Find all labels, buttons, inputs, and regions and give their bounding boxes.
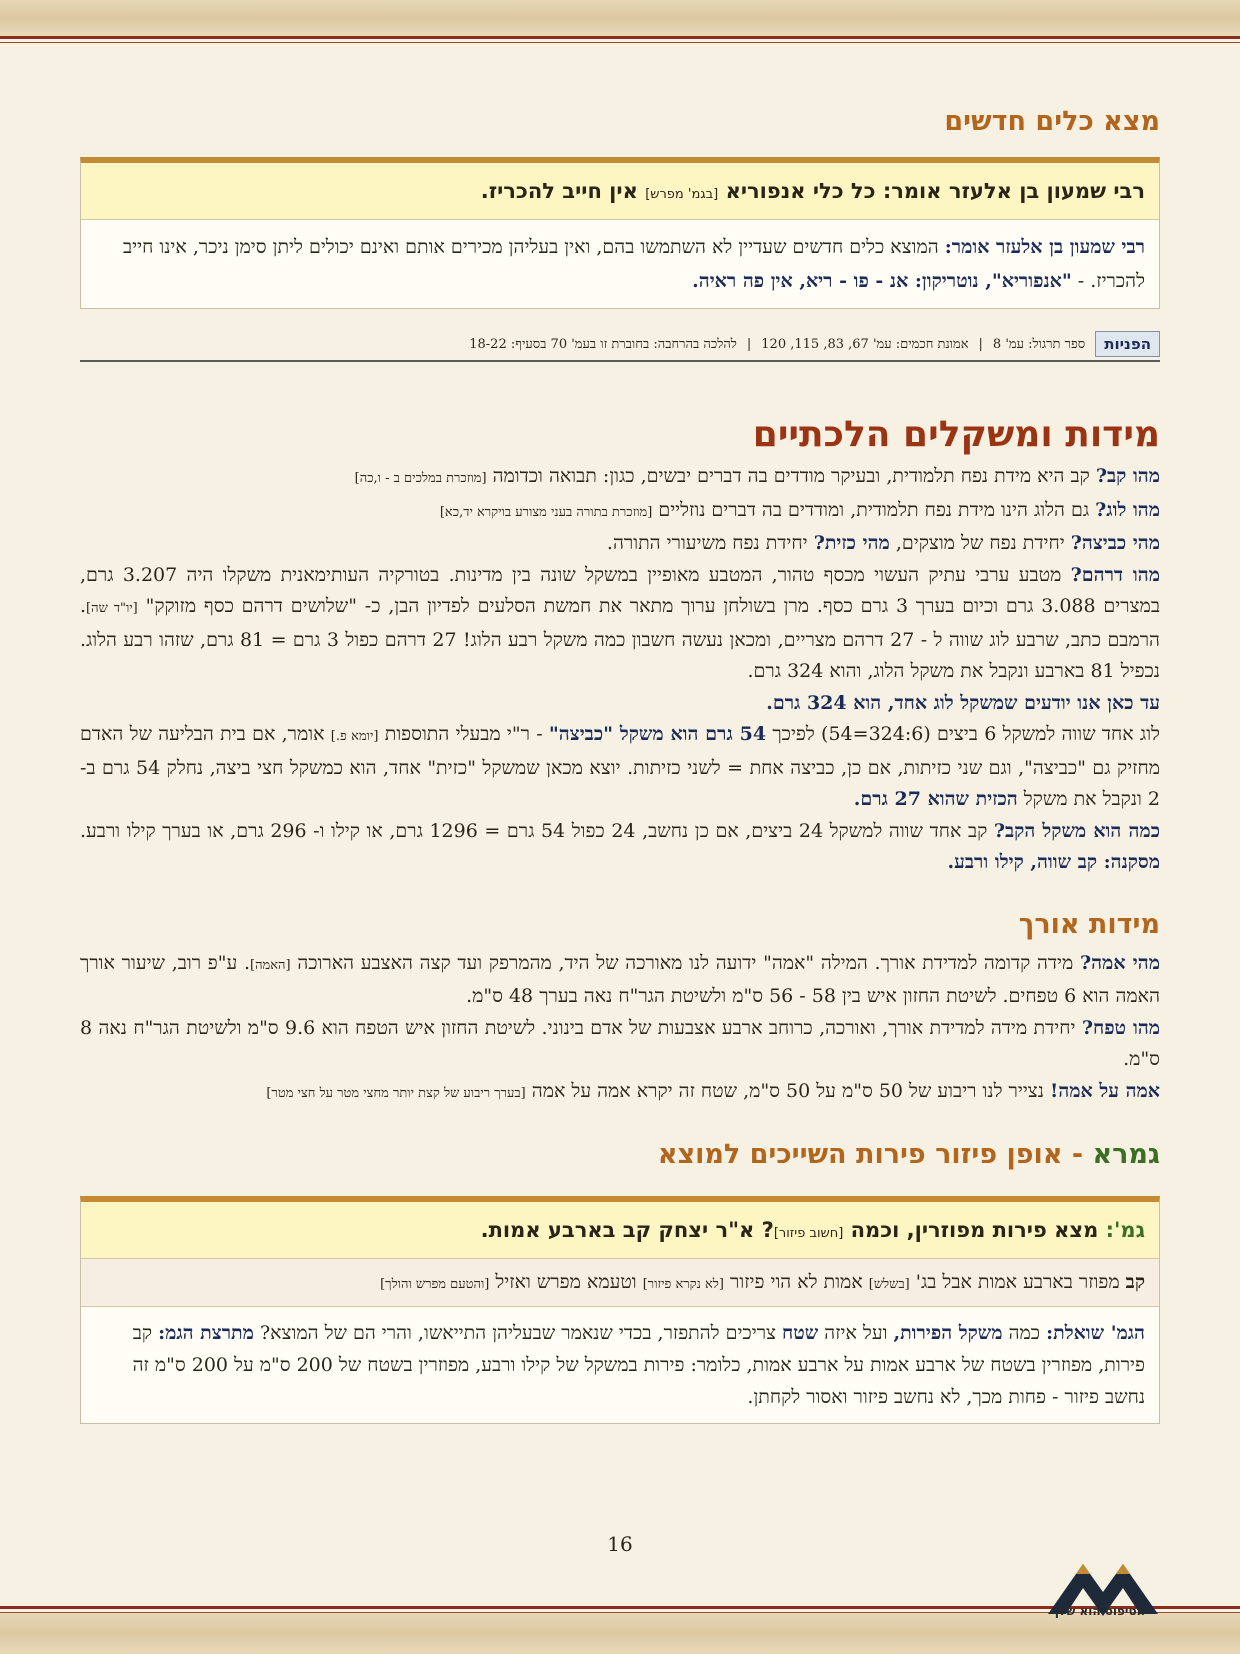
gemara-line bbox=[81, 1202, 1159, 1259]
ex-text-a: כמה bbox=[1008, 1322, 1041, 1344]
ama-text: מידה קדומה למדידת אורך. המילה "אמה" ידועה לנו מאורכה של היד, מהמרפק ועד קצה האצבע הארוכה bbox=[297, 951, 1074, 974]
dirham-text: מטבע ערבי עתיק העשוי מכסף טהור, המטבע מאופיין במשקל שונה בין מדינות. בטורקיה העותימאנית משקלו היה 3.207 גרם, במצרים 3.088 גרם וכיום בערך 3 גרם כסף. מרן בשולחן ערוך מתאר את חמשת הסלעים לפדיון הבן, כ- "שלושים דרהם כסף מזוקק" bbox=[80, 563, 1160, 617]
mishna-note: [בגמ' מפרש] bbox=[645, 187, 719, 202]
kav-weight-text: קב אחד שווה למשקל 24 ביצים, אם כן נחשב, 24 כפול 54 גרם = 1296 גרם, או קילו ו- 296 גרם, או בערך קילו ורבע. bbox=[80, 819, 988, 842]
ref-practice-book: ספר תרגול: עמ' 8 bbox=[992, 337, 1086, 352]
gemara-explanation bbox=[81, 1307, 1159, 1423]
section-title-gemara bbox=[80, 1139, 1160, 1170]
explain-text: המוצא כלים חדשים שעדיין לא השתמשו בהם, ואין בעליהן מכירים אותם ואינם יכולים ליתן סימן ניכר, אינו חייב להכריז. - bbox=[122, 236, 1145, 292]
kav-weight-conclusion: מסקנה: קב שווה, קילו ורבע. bbox=[947, 851, 1160, 873]
ama-text-2: . ע"פ רוב, שיעור אורך האמה הוא 6 טפחים. לשיטת החזון איש בין 58 - 56 ס"מ ולשיטת הגר"ח נאה בערך 48 ס"מ. bbox=[80, 951, 1160, 1007]
egg-weight-bold: 54 גרם הוא משקל "כביצה" bbox=[548, 723, 767, 745]
gemara-answers: מתרצת הגמ: bbox=[158, 1322, 254, 1344]
kezayit-weight-bold: הכזית שהוא 27 גרם. bbox=[853, 788, 1018, 810]
publisher-logo-icon bbox=[1028, 1554, 1178, 1632]
top-decorative-band bbox=[0, 0, 1240, 36]
gemara-end: ? א"ר יצחק קב בארבע אמות. bbox=[480, 1218, 774, 1242]
gemara-text: מצא פירות מפוזרין, וכמה bbox=[850, 1218, 1099, 1242]
top-rule bbox=[0, 36, 1240, 39]
mishna-text: רבי שמעון בן אלעזר אומר: כל כלי אנפוריא bbox=[725, 179, 1145, 203]
tefach-text: יחידת מידה למדידת אורך, ואורכה, כרוחב ארבע אצבעות של אדם בינוני. לשיטת החזון איש הטפח הוא 9.6 ס"מ ולשיטת הגר"ח נאה 8 ס"מ. bbox=[80, 1016, 1160, 1070]
page-number: 16 bbox=[607, 1532, 633, 1556]
line2-text-c: אמות לא הוי פיזור bbox=[730, 1271, 863, 1293]
ama-al-ama-paragraph bbox=[80, 1076, 1160, 1110]
log-source: [מוזכרת בתורה בעני מצורע בויקרא יד,כא] bbox=[439, 504, 653, 520]
tefach-question: מהו טפח? bbox=[1081, 1016, 1161, 1039]
ref-emunat-chachamim: אמונת חכמים: עמ' 67, 83, 115, 120 bbox=[761, 337, 969, 352]
ama-paragraph bbox=[80, 948, 1160, 1013]
line2-text-b: מפוזר בארבע אמות אבל בג' bbox=[915, 1271, 1120, 1293]
line2-kav: קב bbox=[1125, 1271, 1145, 1293]
egg-text-a: לוג אחד שווה למשקל 6 ביצים (324:6=54) לפיכך bbox=[772, 723, 1160, 745]
dirham-paragraph bbox=[80, 560, 1160, 688]
gemara-label: גמרא bbox=[1092, 1139, 1160, 1170]
kezayit-text: יחידת נפח משיעורי התורה. bbox=[606, 532, 808, 554]
section-title-length: מידות אורך bbox=[1018, 908, 1160, 940]
gemara-box bbox=[80, 1196, 1160, 1424]
gemara-title-text: - אופן פיזור פירות השייכים למוצא bbox=[657, 1139, 1084, 1170]
dirham-question: מהו דרהם? bbox=[1070, 563, 1160, 586]
ama-al-ama-text: נצייר לנו ריבוע של 50 ס"מ על 50 ס"מ, שטח זה יקרא אמה על אמה bbox=[531, 1079, 1044, 1102]
log-conclusion: עד כאן אנו יודעים שמשקל לוג אחד, הוא 324 גרם. bbox=[766, 691, 1160, 714]
line2-note-2: [לא נקרא פיזור] bbox=[642, 1277, 724, 1292]
references-tag: הפניות bbox=[1095, 331, 1160, 357]
explain-acronym: "אנפוריא", נוטריקון: אנ - פו - ריא, אין פה ראיה. bbox=[692, 270, 1072, 292]
ex-text-d: קב פירות, מפוזרין בשטח של ארבע אמות על ארבע אמות, כלומר: פירות במשקל של קילו ורבע, מפוזרין בשטח של 200 ס"מ על 200 ס"מ זה נחשב פיזור - פחות מכך, לא נחשב פיזור ואסור לקחתן. bbox=[132, 1322, 1145, 1408]
kav-question: מהו קב? bbox=[1095, 465, 1160, 487]
ref-halacha: להלכה בהרחבה: בחוברת זו בעמ' 70 בסעיף: 18-22 bbox=[469, 337, 737, 352]
top-rule-thin bbox=[0, 42, 1240, 43]
page-content bbox=[80, 100, 1160, 1424]
mishna-box bbox=[80, 157, 1160, 309]
dirham-text-2: . הרמבם כתב, שרבע לוג שווה ל - 27 דרהם מצריים, ומכאן נעשה חשבון כמה משקל רבע הלוג! 27 דרהם כפול 3 גרם = 81 גרם, שזהו רבע הלוג. נכפיל 81 בארבע ונקבל את משקל הלוג, והוא 324 גרם. bbox=[80, 595, 1160, 682]
line2-note-3: [והטעם מפרש והולך] bbox=[380, 1277, 490, 1292]
kebeitza-paragraph bbox=[80, 528, 1160, 560]
ex-text-c: צריכים להתפזר, בכדי שנאמר שבעליהן התייאשו, והרי הם של המוצא? bbox=[259, 1322, 776, 1344]
ama-question: מהי אמה? bbox=[1080, 951, 1160, 974]
gemara-asks: הגמ' שואלת: bbox=[1046, 1322, 1145, 1344]
egg-source: [יומא פ.] bbox=[330, 729, 379, 744]
egg-text-b: - ר"י מבעלי התוספות bbox=[384, 723, 543, 745]
mishna-end: אין חייב להכריז. bbox=[480, 179, 638, 203]
ex-text-b: ועל איזה bbox=[824, 1322, 888, 1344]
kebeitza-weight-paragraph bbox=[80, 719, 1160, 816]
kav-source: [מוזכרת במלכים ב - ו,כה] bbox=[354, 471, 487, 486]
kav-weight-question: כמה הוא משקל הקב? bbox=[993, 819, 1160, 842]
log-question: מהו לוג? bbox=[1095, 498, 1160, 521]
publisher-logo-text: הטיפוס הוא שלך bbox=[1052, 1604, 1145, 1618]
kezayit-question: מהי כזית? bbox=[813, 532, 890, 554]
mishna-explanation bbox=[81, 220, 1159, 308]
ama-source: [האמה] bbox=[250, 957, 291, 973]
length-body bbox=[80, 948, 1160, 1110]
log-paragraph bbox=[80, 495, 1160, 529]
kav-paragraph bbox=[80, 461, 1160, 495]
explain-lead: רבי שמעון בן אלעזר אומר: bbox=[944, 236, 1145, 258]
references-bar: הפניות ספר תרגול: עמ' 8 | אמונת חכמים: עמ' 67, 83, 115, 120 | להלכה בהרחבה: בחוברת זו בעמ' 70 בסעיף: 18-22 bbox=[80, 331, 1160, 362]
kav-text: קב היא מידת נפח תלמודית, ובעיקר מודדים בה דברים יבשים, כגון: תבואה וכדומה bbox=[492, 465, 1090, 487]
kav-weight-paragraph bbox=[80, 816, 1160, 879]
gemara-line-2 bbox=[81, 1259, 1159, 1307]
egg-text-c: אומר, אם בית הבליעה של האדם מחזיק גם "כביצה", וגם שני כזיתות, אם כן, כביצה אחת = לשני כזיתות. יוצא מכאן שמשקל "כזית" אחד, הוא כמשקל חצי ביצה, נחלק 54 גרם ב- 2 ונקבל את משקל bbox=[80, 723, 1160, 810]
mishna-line bbox=[81, 163, 1159, 220]
gemara-note: [חשוב פיזור] bbox=[773, 1226, 844, 1241]
line2-note-1: [בשלש] bbox=[868, 1277, 910, 1292]
measures-body bbox=[80, 461, 1160, 879]
kebeitza-text: יחידת נפח של מוצקים, bbox=[895, 532, 1065, 554]
tefach-paragraph bbox=[80, 1013, 1160, 1076]
ex-bold-area: שטח bbox=[782, 1322, 819, 1344]
ex-bold-weight: משקל הפירות, bbox=[893, 1322, 1003, 1344]
log-text: גם הלוג הינו מידת נפח תלמודית, ומודדים בה דברים נוזליים bbox=[658, 498, 1090, 521]
ama-al-ama-question: אמה על אמה! bbox=[1050, 1079, 1160, 1102]
section-title-found-vessels: מצא כלים חדשים bbox=[944, 106, 1160, 137]
ama-al-ama-note: [בערך ריבוע של קצת יותר מחצי מטר על חצי מטר] bbox=[266, 1085, 526, 1101]
section-title-measures: מידות ומשקלים הלכתיים bbox=[752, 414, 1160, 455]
kebeitza-question: מהי כביצה? bbox=[1070, 532, 1160, 554]
gemara-abbrev: גמ': bbox=[1105, 1218, 1145, 1242]
dirham-source: [יו"ד שה] bbox=[86, 601, 138, 616]
line2-text-d: וטעמא מפרש ואזיל bbox=[495, 1271, 637, 1293]
